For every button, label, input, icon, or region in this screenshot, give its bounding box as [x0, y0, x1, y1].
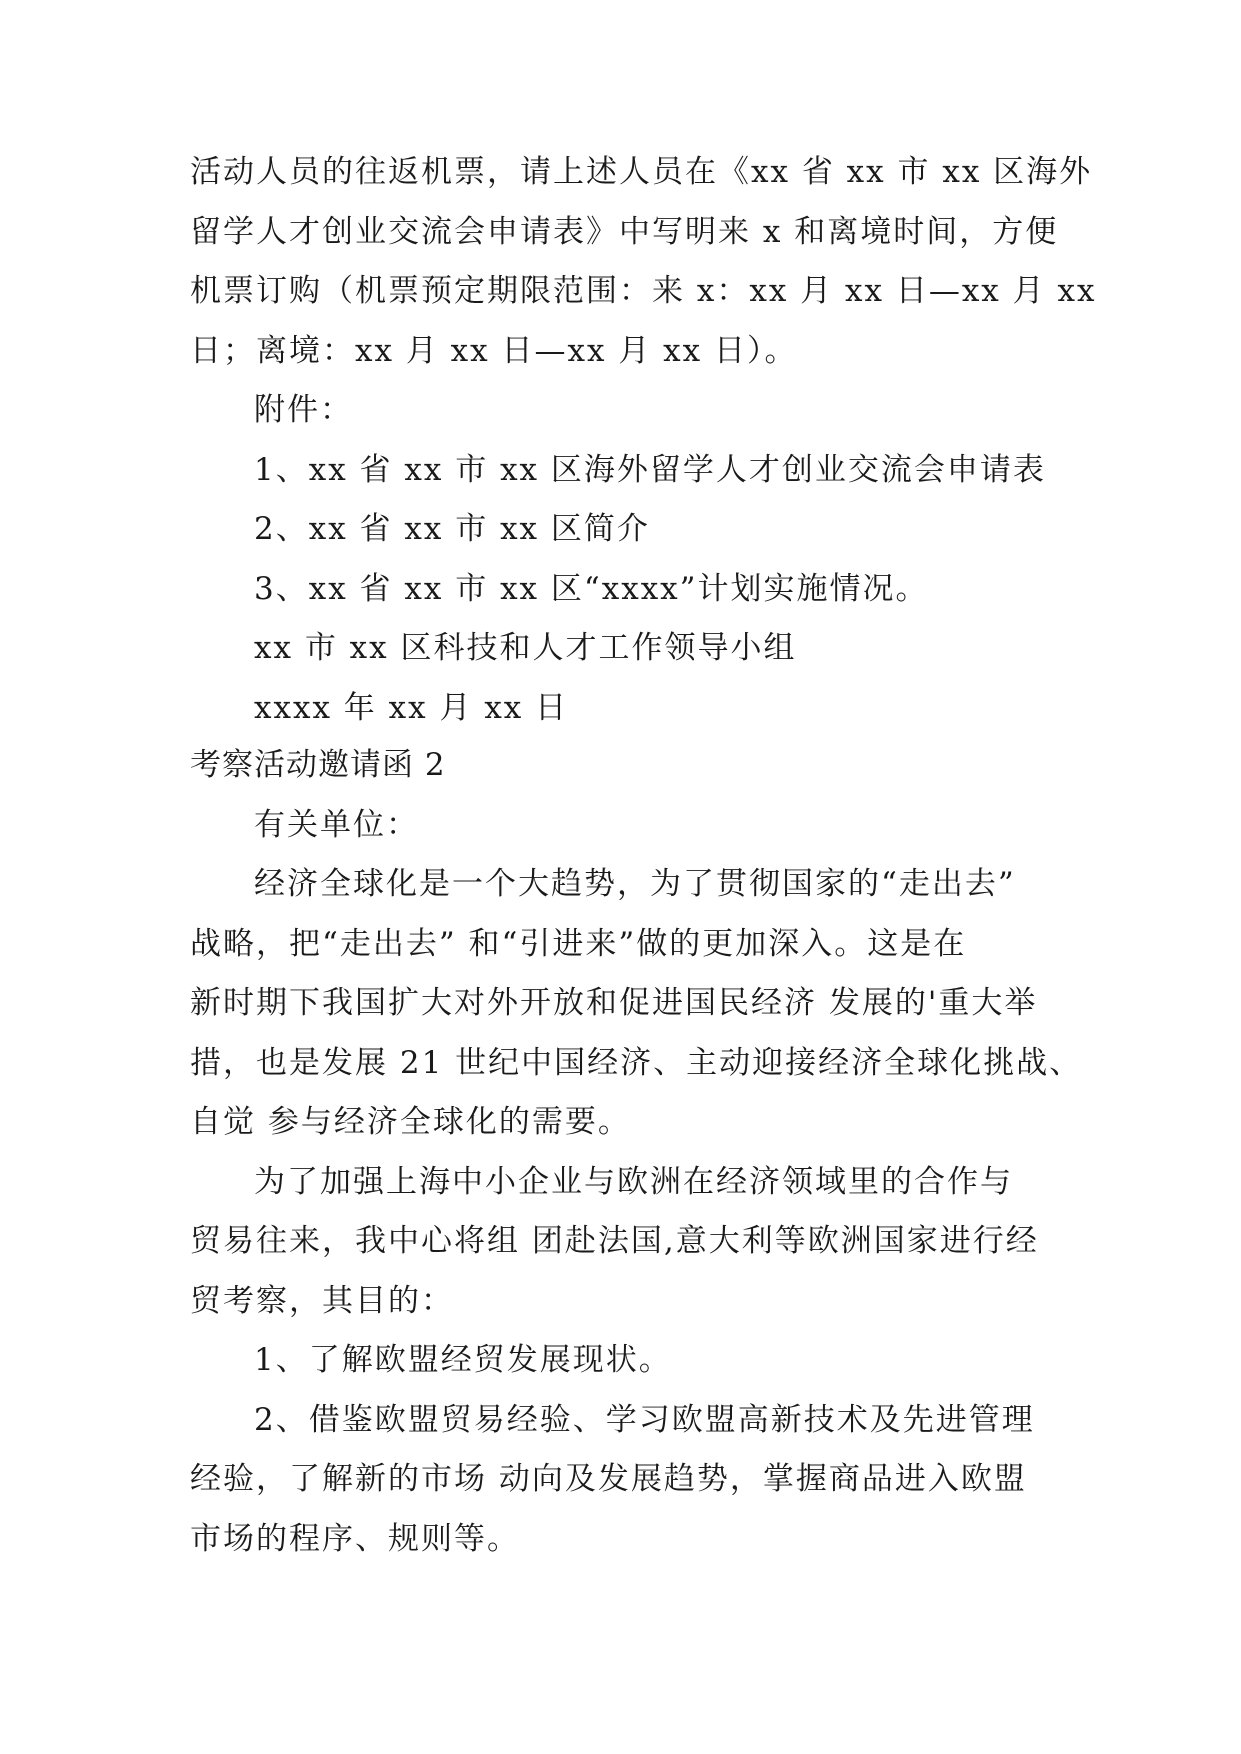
paragraph-line: 经济全球化是一个大趋势，为了贯彻国家的“走出去” [254, 866, 1016, 902]
salutation: 有关单位： [254, 807, 419, 843]
paragraph-line: 活动人员的往返机票，请上述人员在《xx 省 xx 市 xx 区海外 [190, 154, 1093, 190]
paragraph-line: 贸易往来，我中心将组 团赴法国,意大利等欧洲国家进行经 [190, 1223, 1039, 1259]
attachment-item: 1、xx 省 xx 市 xx 区海外留学人才创业交流会申请表 [254, 452, 1046, 488]
paragraph-line: 留学人才创业交流会申请表》中写明来 x 和离境时间，方便 [190, 214, 1059, 250]
list-item: 1、了解欧盟经贸发展现状。 [254, 1342, 672, 1378]
attachment-item: 2、xx 省 xx 市 xx 区简介 [254, 511, 650, 547]
paragraph-line: 措，也是发展 21 世纪中国经济、主动迎接经济全球化挑战、 [190, 1045, 1083, 1081]
attachments-heading: 附件： [254, 392, 353, 428]
paragraph-line: 战略，把“走出去” 和“引进来”做的更加深入。这是在 [190, 926, 967, 962]
paragraph-line: 日；离境：xx 月 xx 日—xx 月 xx 日）。 [190, 333, 798, 369]
section-title: 考察活动邀请函 2 [190, 747, 446, 783]
signature-org: xx 市 xx 区科技和人才工作领导小组 [254, 630, 797, 666]
list-item: 2、借鉴欧盟贸易经验、学习欧盟高新技术及先进管理 [254, 1402, 1035, 1438]
attachment-item: 3、xx 省 xx 市 xx 区“xxxx”计划实施情况。 [254, 571, 929, 607]
paragraph-line: 贸考察，其目的： [190, 1283, 454, 1319]
paragraph-line: 机票订购（机票预定期限范围：来 x：xx 月 xx 日—xx 月 xx [190, 273, 1097, 309]
paragraph-line: 新时期下我国扩大对外开放和促进国民经济 发展的'重大举 [190, 985, 1038, 1021]
paragraph-line: 为了加强上海中小企业与欧洲在经济领域里的合作与 [254, 1164, 1013, 1200]
signature-date: xxxx 年 xx 月 xx 日 [254, 690, 569, 726]
paragraph-line: 市场的程序、规则等。 [190, 1521, 520, 1557]
paragraph-line: 经验，了解新的市场 动向及发展趋势，掌握商品进入欧盟 [190, 1461, 1027, 1497]
paragraph-line: 自觉 参与经济全球化的需要。 [190, 1104, 631, 1140]
